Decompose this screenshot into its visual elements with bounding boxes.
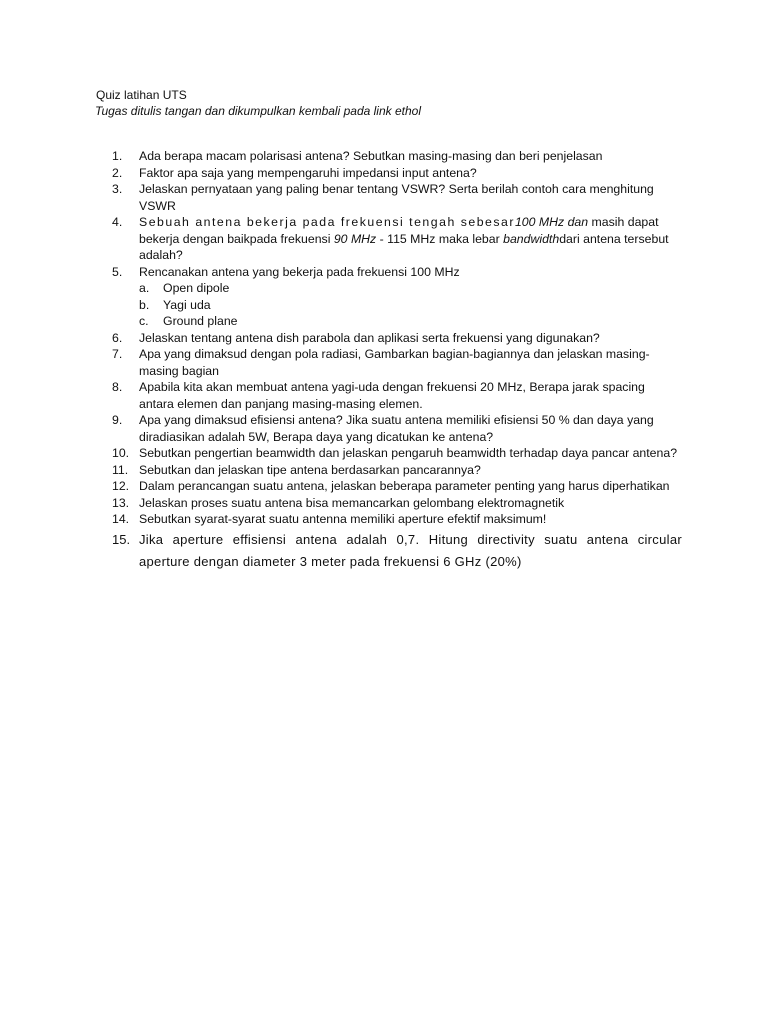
question-item [112, 165, 682, 182]
question-text: Sebutkan dan jelaskan tipe antena berdasarkan pancarannya? [139, 462, 481, 477]
question-list [112, 148, 682, 573]
question-text-part: 100 MHz dan [514, 215, 589, 229]
question-text: Sebutkan pengertian beamwidth dan jelaskan pengaruh beamwidth terhadap daya pancar antena? [139, 446, 678, 460]
question-text-part: masih dapat bekerja dengan baikpada frekuensi [139, 215, 659, 246]
question-number: 11. [112, 462, 129, 477]
question-text: Apa yang dimaksud efisiensi antena? Jika suatu antena memiliki efisiensi 50 % dan daya yang diradiasikan adalah 5W, Berapa daya yang dicatukan ke antena? [139, 413, 654, 444]
question-number: 9. [112, 413, 123, 427]
question-number: 4. [112, 215, 123, 229]
question-number: 14. [112, 512, 130, 526]
sub-item-text: Ground plane [163, 314, 238, 328]
question-item [112, 462, 682, 479]
question-number: 5. [112, 264, 123, 279]
question-item [112, 478, 682, 495]
question-item [112, 214, 682, 264]
question-number: 3. [112, 182, 123, 196]
question-text: Faktor apa saja yang mempengaruhi impedansi input antena? [139, 165, 477, 180]
question-number: 12. [112, 479, 130, 493]
sub-item-text: Yagi uda [163, 297, 211, 312]
sub-item [112, 280, 682, 297]
question-text-part: 90 MHz [333, 231, 377, 246]
question-text: Sebutkan syarat-syarat suatu antenna memiliki aperture efektif maksimum! [139, 512, 547, 526]
question-number: 7. [112, 347, 123, 361]
question-item [112, 529, 682, 573]
question-number: 13. [112, 495, 130, 510]
question-item [112, 346, 682, 379]
question-text: Apa yang dimaksud dengan pola radiasi, Gambarkan bagian-bagiannya dan jelaskan masing-masing bagian [139, 347, 650, 378]
question-text: Dalam perancangan suatu antena, jelaskan beberapa parameter penting yang harus diperhatikan [139, 479, 670, 493]
question-text-part: dari antena tersebut adalah? [139, 231, 669, 262]
question-item [112, 379, 682, 412]
question-text-part: - 115 MHz maka lebar [376, 231, 504, 246]
question-item [112, 412, 682, 445]
question-number: 10. [112, 446, 130, 460]
question-text-part: Sebuah antena bekerja pada frekuensi tengah sebesar [139, 215, 515, 229]
question-text: Jelaskan proses suatu antena bisa memancarkan gelombang elektromagnetik [139, 495, 565, 510]
question-item [112, 445, 682, 462]
document-header [95, 87, 421, 119]
question-text: Rencanakan antena yang bekerja pada frekuensi 100 MHz [139, 264, 460, 279]
question-number: 8. [112, 380, 123, 394]
question-item [112, 148, 682, 165]
question-text-part: bandwidth [503, 231, 560, 246]
question-item [112, 264, 682, 281]
question-number: 1. [112, 149, 123, 163]
question-text: Jika aperture effisiensi antena adalah 0,7. Hitung directivity suatu antena circular aperture dengan diameter 3 meter pada frekuensi 6 GHz (20%) [139, 531, 682, 569]
sub-item-letter: a. [139, 281, 150, 295]
question-item [112, 330, 682, 347]
sub-item [112, 297, 682, 314]
question-number: 15. [112, 531, 131, 547]
question-number: 2. [112, 165, 123, 180]
question-text: Ada berapa macam polarisasi antena? Sebutkan masing-masing dan beri penjelasan [139, 149, 603, 163]
sub-item [112, 313, 682, 330]
quiz-instruction: Tugas ditulis tangan dan dikumpulkan kembali pada link ethol [95, 104, 421, 118]
quiz-title: Quiz latihan UTS [96, 88, 187, 102]
question-text: Apabila kita akan membuat antena yagi-uda dengan frekuensi 20 MHz, Berapa jarak spacing antara elemen dan panjang masing-masing elemen. [139, 380, 645, 411]
sub-item-text: Open dipole [163, 281, 230, 295]
sub-item-letter: c. [139, 314, 149, 328]
question-item [112, 495, 682, 512]
question-item [112, 511, 682, 528]
question-text: Jelaskan tentang antena dish parabola dan aplikasi serta frekuensi yang digunakan? [139, 330, 600, 345]
question-number: 6. [112, 330, 123, 345]
question-item [112, 181, 682, 214]
question-text: Jelaskan pernyataan yang paling benar tentang VSWR? Serta berilah contoh cara menghitung VSWR [139, 182, 654, 213]
sub-item-letter: b. [139, 297, 150, 312]
question-text [139, 214, 682, 264]
